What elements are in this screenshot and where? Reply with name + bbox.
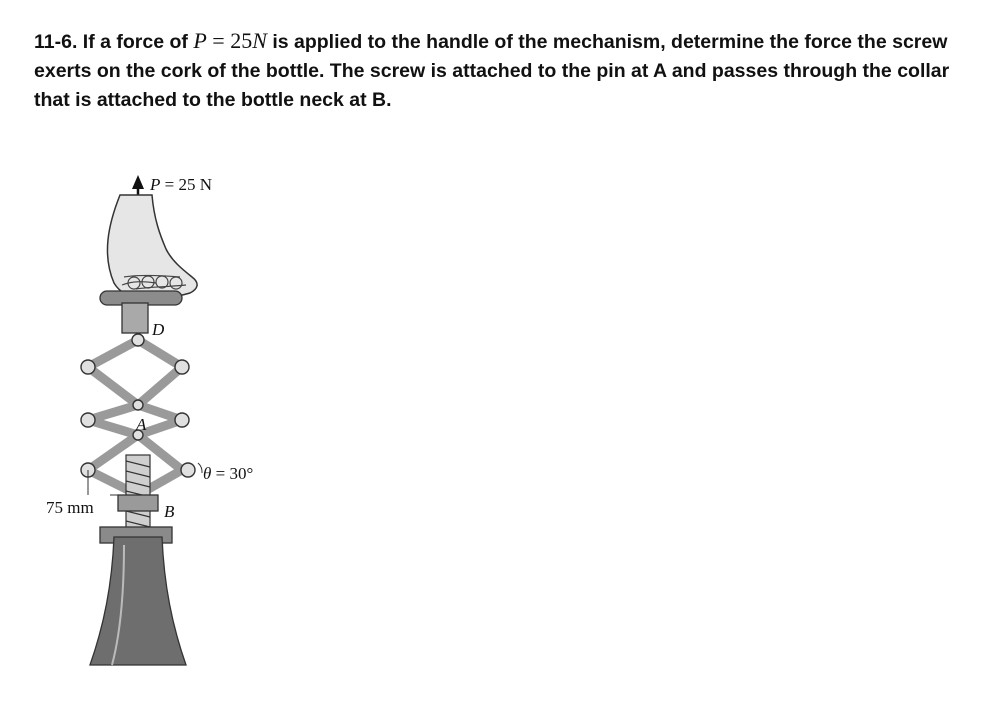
problem-text: is applied to the handle of the mechanism, determine the force the screw exerts on the cork of the bottle. The screw is attached to the pin at A and passes through the collar that is attached to the bottle neck at B. (34, 31, 950, 111)
problem-statement (34, 26, 974, 115)
problem-intro: If a force of (82, 31, 188, 53)
dimension-label: 75 mm (46, 498, 94, 517)
problem-number: 11-6. (34, 31, 78, 53)
force-unit: N (252, 28, 267, 53)
point-b-label: B (164, 502, 175, 521)
point-a-label: A (136, 415, 147, 434)
theta-label: θ = 30° (203, 464, 254, 483)
force-equals: = 25 (206, 28, 253, 53)
point-d-label: D (152, 320, 165, 339)
hand-illustration (107, 195, 197, 298)
force-label: P = 25 N (150, 175, 213, 194)
force-symbol: P (193, 28, 207, 53)
corkscrew-figure (40, 165, 300, 675)
bottle-neck (90, 537, 186, 665)
handle-bar (100, 291, 182, 333)
